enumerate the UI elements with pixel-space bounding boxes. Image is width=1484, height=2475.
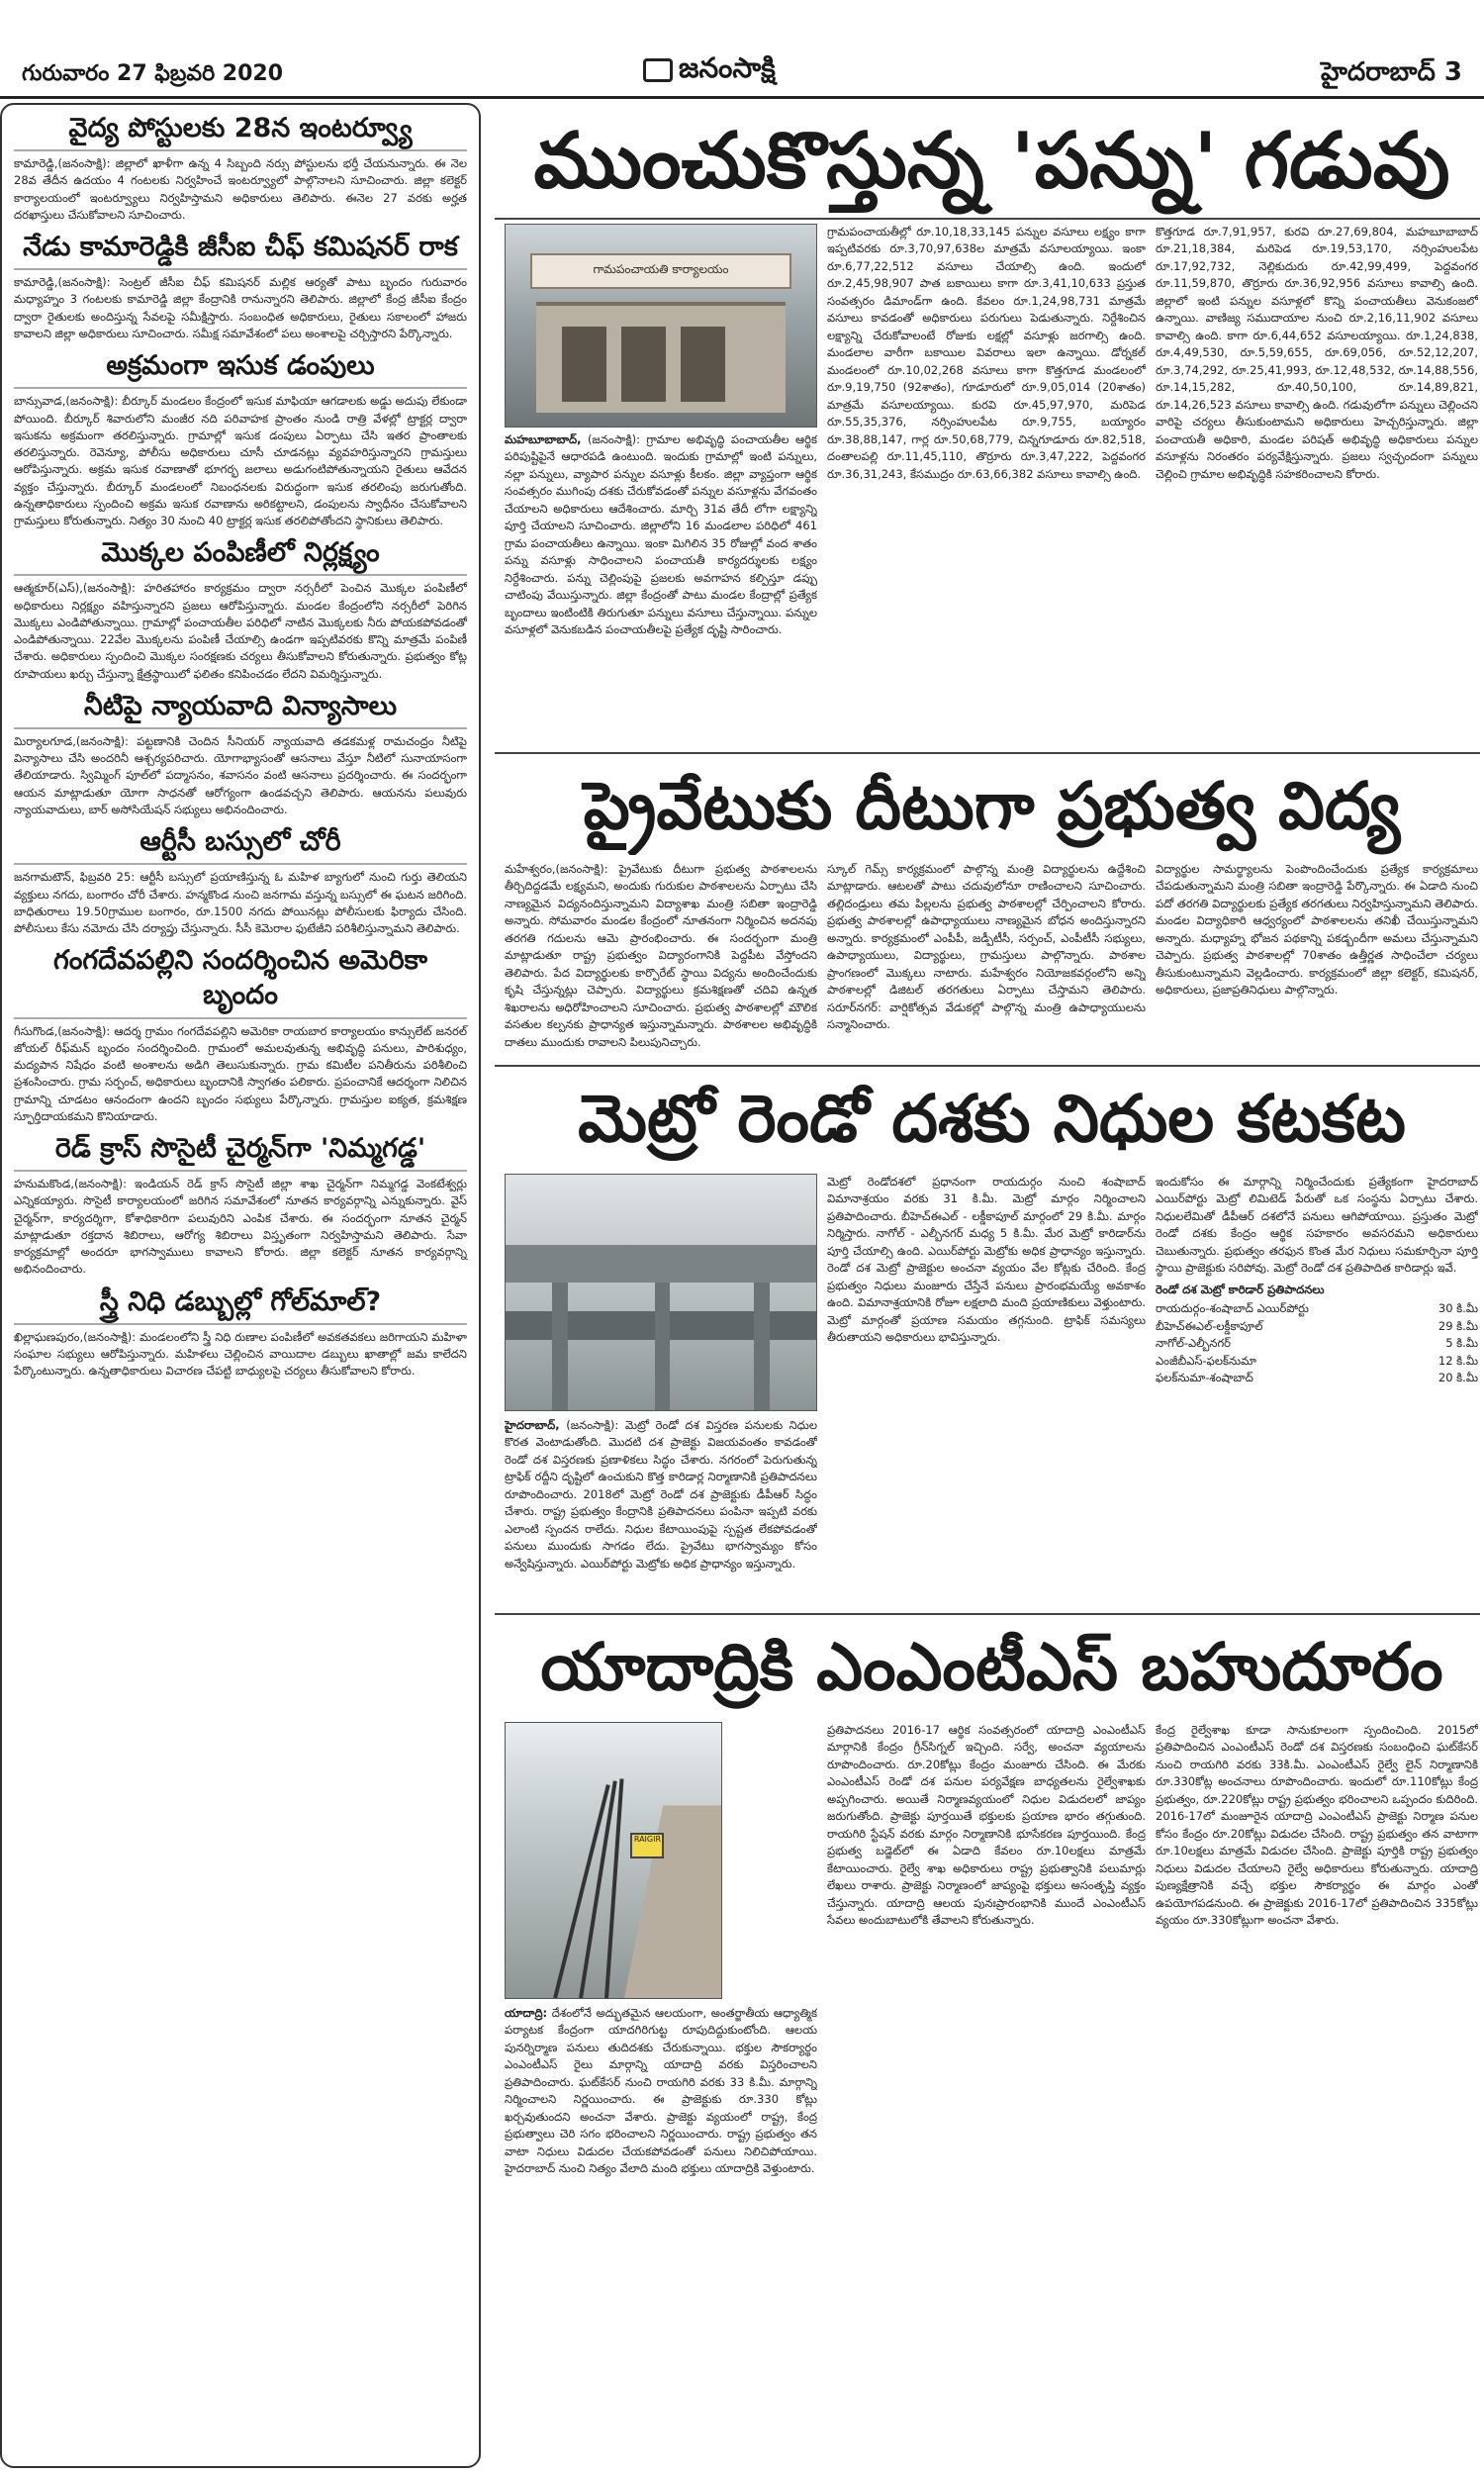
divider xyxy=(495,218,1480,220)
story1-col3-text: కొత్తగూడ రూ.7,91,957, కురవి రూ.27,69,804, మహబూబాబాద్ రూ.21,18,384, మరిపెడ రూ.19,53,170, నర్సింహులపేట రూ.17,92,732, నెల్లికుదురు రూ.42,99,499, పెద్దవంగర రూ.11,59,870, తొర్రూరు రూ.36,92,956 వసూలు కావాల్సి ఉంది. జిల్లాలో ఇంటి పన్నుల వసూళ్లలో కొన్ని పంచాయతీలు వెనుకంజలో ఉన్నాయి. వాణిజ్య సముదాయాల నుంచి రూ.2,16,11,902 వసూలు కావాల్సి ఉంది. కాగా రూ.6,44,652 వసూలయ్యాయి. రూ.1,24,838, రూ.4,49,530, రూ.5,59,655, రూ.69,056, రూ.52,12,207, రూ.3,74,292, రూ.25,41,993, రూ.12,48,532, రూ.14,88,556, రూ.14,15,282, రూ.40,50,100, రూ.14,89,821, రూ.14,26,523 వసూలు కావాల్సి ఉంది. గడువులోగా పన్నులు చెల్లించని వారిపై చర్యలు తీసుకుంటామని అధికారులు హెచ్చరిస్తున్నారు. జిల్లా పంచాయతీ అధికారి, మండల పరిషత్ అభివృద్ధి అధికారులు పన్నుల వసూళ్లను నిరంతరం పర్యవేక్షిస్తున్నారు. ప్రజలు స్వచ్ఛందంగా పన్నులు చెల్లించి గ్రామాల అభివృద్ధికి సహకరించాలని కోరారు. xyxy=(1156,225,1478,481)
route-length: 29 కి.మీ xyxy=(1438,1318,1478,1333)
route-row xyxy=(1156,1370,1478,1386)
station-board: RAIGIR xyxy=(630,1833,664,1858)
left-story-headline: రెడ్ క్రాస్ సొసైటీ చైర్మన్‌గా 'నిమ్మగడ్డ' xyxy=(14,1131,467,1172)
left-story-body: మిర్యాలగూడ,(జనంసాక్షి): పట్టణానికి చెందిన సీనియర్ న్యాయవాది తడకమళ్ల రామచంద్రం నీటిపై విన్యాసాలు చేసి అందరినీ ఆశ్చర్యపరిచారు. యోగాభ్యాసంతో ఆసనాలు వేస్తూ నీటిలో సునాయాసంగా తేలియాడారు. స్విమ్మింగ్ పూల్‌లో పద్మాసనం, శవాసనం వంటి ఆసనాలు ప్రదర్శించారు. ఈ సందర్భంగా ఆయన మాట్లాడుతూ యోగా సాధనతో ఆరోగ్యంగా ఉండవచ్చని తెలిపారు. ఆయనను పలువురు న్యాయవాదులు, బార్ అసోసియేషన్ సభ్యులు అభినందించారు. xyxy=(14,733,467,816)
left-story-body: జనగామటౌన్, ఫిబ్రవరి 25: ఆర్టీసీ బస్సులో ప్రయాణిస్తున్న ఓ మహిళ బ్యాగులో నుంచి గుర్తు తెలియని వ్యక్తులు నగదు, బంగారం చోరీ చేశారు. హన్మకొండ నుంచి జనగామ వస్తున్న బస్సులో ఈ ఘటన జరిగింది. బాధితురాలు 19.50గ్రాముల బంగారం, రూ.1500 నగదు పోయినట్లు పోలీసులకు ఫిర్యాదు చేసింది. పోలీసులు కేసు నమోదు చేసి దర్యాప్తు చేస్తున్నారు. సీసీ కెమెరాల ఫుటేజీని పరిశీలిస్తున్నామని తెలిపారు. xyxy=(14,870,467,936)
logo-text: జనంసాక్షి xyxy=(679,51,776,84)
left-story-headline: మొక్కల పంపిణీలో నిర్లక్ష్యం xyxy=(14,535,467,576)
left-news-column xyxy=(0,103,481,2468)
route-row xyxy=(1156,1318,1478,1335)
newspaper-logo xyxy=(643,51,776,91)
route-length: 5 కి.మీ xyxy=(1445,1336,1478,1351)
left-story xyxy=(14,230,467,342)
story4-col3-text: కేంద్ర రైల్వేశాఖ కూడా సానుకూలంగా స్పందించింది. 2015లో ప్రతిపాదించిన ఎంఎంటీఎస్ రెండో దశ విస్తరణకు సంబంధించి ఘట్‌కేసర్ నుంచి రాయగిరి వరకు 33కి.మీ. ఎంఎంటీఎస్ రైల్వే లైన్ నిర్మాణానికి రూ.330కోట్ల అంచనాలు రూపొందించారు. ఇందులో రూ.110కోట్లు కేంద్ర ప్రభుత్వం, రూ.220కోట్లు రాష్ట్ర ప్రభుత్వం భరించాలని ఒప్పందం కుదిరింది. 2016-17లో మంజూరైన యాదాద్రి ఎంఎంటీఎస్ ప్రాజెక్టు నిర్మాణ పనుల కోసం కేంద్రం రూ.20కోట్లు విడుదల చేసింది. రాష్ట్ర ప్రభుత్వం తన వాటాగా రూ.10లక్షలు మాత్రమే విడుదల చేసింది. ప్రాజెక్టు పూర్తికి రాష్ట్ర ప్రభుత్వం నిధులు విడుదల చేయాలని రైల్వే అధికారులు కోరుతున్నారు. యాదాద్రి పుణ్యక్షేత్రానికి వచ్చే భక్తుల సౌకర్యార్థం ఈ మార్గం ఎంతో ఉపయోగపడనుంది. ఈ ప్రాజెక్టుకు 2016-17లో ప్రతిపాదించిన 335కోట్లు వ్యయం రూ.330కోట్లుగా అంచనా వేశారు. xyxy=(1156,1723,1478,1928)
logo-mark-icon xyxy=(643,58,673,82)
left-story xyxy=(14,689,467,818)
left-story xyxy=(14,943,467,1125)
story4-col1-text: దేశంలోనే అద్భుతమైన ఆలయంగా, అంతర్జాతీయ ఆధ్యాత్మిక పర్యాటక కేంద్రంగా యాదగిరిగుట్ట రూపుదిద్దుకుంటోంది. ఆలయ పునర్నిర్మాణ పనులు తుదిదశకు చేరుకున్నాయి. భక్తుల సౌకర్యార్థం ఎంఎంటీఎస్ రైలు మార్గాన్ని యాదాద్రి వరకు విస్తరించాలని ప్రతిపాదించారు. ఘట్‌కేసర్ నుంచి రాయగిరి వరకు 33 కి.మీ. మార్గాన్ని నిర్మించాలని నిర్ణయించారు. ఈ ప్రాజెక్టుకు రూ.330 కోట్లు ఖర్చవుతుందని అంచనా వేశారు. ప్రాజెక్టు వ్యయంలో రాష్ట్ర, కేంద్ర ప్రభుత్వాలు చెరి సగం భరించాలని నిర్ణయించారు. రాష్ట్ర ప్రభుత్వం తన వాటా నిధులు విడుదల చేయకపోవడంతో పనులు నిలిచిపోయాయి. హైదరాబాద్ నుంచి నిత్యం వేలాది మంది భక్తులు యాదాద్రికి వెళ్తుంటారు. xyxy=(505,2006,817,2176)
left-story-body: కామారెడ్డి,(జనంసాక్షి): జిల్లాలో ఖాళీగా ఉన్న 4 సిబ్బంది నర్సు పోస్టులను భర్తీ చేయనున్నారు. ఈ నెల 28వ తేదీన ఉదయం 4 గంటలకు నిర్వహించే ఇంటర్వ్యూలో పాల్గొనాలని సూచించారు. జిల్లా కలెక్టర్ కార్యాలయంలో ఇంటర్వ్యూలు నిర్వహిస్తామని అధికారులు తెలిపారు. ఈనెల 27 వరకు అర్హత దరఖాస్తులు చేసుకోవాలని సూచించారు. xyxy=(14,156,467,222)
story2-col3-text: విద్యార్థుల సామర్థ్యాలను పెంపొందించేందుకు ప్రత్యేక కార్యక్రమాలు చేపడుతున్నామని మంత్రి సబితా ఇంద్రారెడ్డి పేర్కొన్నారు. ఈ ఏడాది నుంచి పదో తరగతి విద్యార్థులకు ప్రత్యేక తరగతులు నిర్వహిస్తున్నామని తెలిపారు. మండల విద్యాధికారి ఆధ్వర్యంలో పాఠశాలలను తనిఖీ చేయిస్తున్నామని అన్నారు. మధ్యాహ్న భోజన పథకాన్ని పకడ్బందీగా అమలు చేస్తున్నామని చెప్పారు. ప్రభుత్వ పాఠశాలల్లో 70శాతం ఉత్తీర్ణత సాధించేలా చర్యలు తీసుకుంటున్నామని వెల్లడించారు. కార్యక్రమంలో జిల్లా కలెక్టర్, కమిషనర్, అధికారులు, ప్రజాప్రతినిధులు పాల్గొన్నారు. xyxy=(1156,862,1478,998)
left-story-headline: నీటిపై న్యాయవాది విన్యాసాలు xyxy=(14,689,467,729)
divider xyxy=(495,1613,1480,1615)
story4-col2-text: ప్రతిపాదనలు 2016-17 ఆర్థిక సంవత్సరంలో యాదాద్రి ఎంఎంటీఎస్ మార్గానికి కేంద్రం గ్రీన్‌సిగ్నల్ ఇచ్చింది. సర్వే, అంచనా వ్యయాలను రూపొందించారు. రూ.20కోట్లు కేంద్రం మంజూరు చేసింది. ఈ మేరకు ఎంఎంటీఎస్ రెండో దశ పనుల పర్యవేక్షణ బాధ్యతలను రైల్వేశాఖకు అప్పగించారు. అయితే నిర్మాణవ్యయంలో నిధుల విడుదలలో జాప్యం జరుగుతోంది. ప్రాజెక్టు పూర్తయితే భక్తులకు ప్రయాణ భారం తగ్గుతుంది. రాయగిరి స్టేషన్ వరకు మార్గం నిర్మాణానికి భూసేకరణ పూర్తయింది. కేంద్ర ప్రభుత్వ బడ్జెట్‌లో ఈ ఏడాది కేవలం రూ.10లక్షలు మాత్రమే కేటాయించారు. రైల్వే శాఖ అధికారులు రాష్ట్ర ప్రభుత్వానికి పలుమార్లు లేఖలు రాశారు. ప్రాజెక్టు నిర్మాణంలో జాప్యంపై భక్తులు అసంతృప్తి వ్యక్తం చేస్తున్నారు. యాదాద్రి ఆలయ పునఃప్రారంభానికి ముందే ఎంఎంటీఎస్ సేవలు అందుబాటులోకి తేవాలని కోరుతున్నారు. xyxy=(827,1723,1146,1928)
route-row xyxy=(1156,1300,1478,1317)
story3-col3-text: ఇందుకోసం ఈ మార్గాన్ని నిర్మించేందుకు ప్రత్యేకంగా హైదరాబాద్ ఎయిర్‌పోర్టు మెట్రో లిమిటెడ్ పేరుతో ఒక సంస్థను ఏర్పాటు చేశారు. నిధులలేమితో డీపీఆర్ దశలోనే పనులు ఆగిపోయాయి. ప్రస్తుతం మెట్రో రెండో దశకు కేంద్రం ఆర్థిక సహకారం అవసరమని అధికారులు చెబుతున్నారు. ప్రభుత్వం తరఫున కొంత మేర నిధులు సమకూర్చినా పూర్తి స్థాయి ప్రాజెక్టుకు సరిపోవు. మెట్రో రెండో దశ ప్రతిపాదిత కారిడార్లు ఇవే. xyxy=(1156,1175,1478,1276)
story1-headline: ముంచుకొస్తున్న 'పన్ను' గడువు xyxy=(533,116,1450,206)
photo-sign-text: గామపంచాయతి కార్యాలయం xyxy=(530,253,791,290)
left-story-body: హనుమకొండ,(జనంసాక్షి): ఇండియన్ రెడ్ క్రాస్ సొసైటీ జిల్లా శాఖ చైర్మన్‌గా నిమ్మగడ్డ వెంకటేశ్వర్లు ఎన్నికయ్యారు. సొసైటీ కార్యాలయంలో జరిగిన సమావేశంలో నూతన కార్యవర్గాన్ని ఎన్నుకున్నారు. వైస్ చైర్మన్‌గా, కార్యదర్శిగా, కోశాధికారిగా పలువురిని ఎంపిక చేశారు. ఈ సందర్భంగా నూతన చైర్మన్ మాట్లాడుతూ రక్తదాన శిబిరాలు, ఆరోగ్య శిబిరాలు విస్తృతంగా నిర్వహిస్తామని తెలిపారు. సేవా కార్యక్రమాల్లో అందరూ భాగస్వాములు కావాలని కోరారు. జిల్లా కలెక్టర్ నూతన కార్యవర్గాన్ని అభినందించారు. xyxy=(14,1177,467,1277)
routes-title: రెండో దశ మెట్రో కారిడార్ ప్రతిపాదనలు xyxy=(1156,1282,1325,1296)
left-story-body: కామారెడ్డి,(జనంసాక్షి): సెంట్రల్ జీసీఐ చీఫ్ కమిషనర్ మల్లిక ఆర్యతో పాటు బృందం గురువారం మధ్యాహ్నం 3 గంటలకు కామారెడ్డి జిల్లా కేంద్రానికి రానున్నారని తెలిపారు. జిల్లాలో కేంద్ర జీసీఐ కేంద్రం ద్వారా రైతులకు అందిస్తున్న సేవలపై సమీక్షిస్తారు. సంబంధిత అధికారులు, రైతులు సకాలంలో హాజరు కావాలని జిల్లా అధికారులు సూచించారు. సమీక్ష సమావేశంలో పలు అంశాలపై చర్చిస్తారని పేర్కొన్నారు. xyxy=(14,275,467,340)
left-story-body: గీసుగొండ,(జనంసాక్షి): ఆదర్శ గ్రామం గంగదేవపల్లిని అమెరికా రాయబార కార్యాలయం కాన్సులేట్ జనరల్ జోయల్ రీఫ్‌మన్ బృందం సందర్శించింది. గ్రామంలో అమలవుతున్న అభివృద్ధి పనులు, పారిశుధ్యం, మద్యపాన నిషేధం వంటి అంశాలను అడిగి తెలుసుకున్నారు. గ్రామ కమిటీల పనితీరును పరిశీలించి ప్రశంసించారు. గ్రామ సర్పంచ్, అధికారులు బృందానికి స్వాగతం పలికారు. ప్రపంచానికే ఆదర్శంగా నిలిచిన గ్రామాన్ని చూడటం ఆనందంగా ఉందని బృందం సభ్యులు పేర్కొన్నారు. గ్రామస్తుల ఐక్యత, క్రమశిక్షణ స్ఫూర్తిదాయకమని కొనియాడారు. xyxy=(14,1023,467,1123)
route-name: బీహెచ్‌ఈఎల్-లక్డీకాపూల్ xyxy=(1156,1318,1263,1333)
left-story-body: ఆత్మకూర్(ఎస్),(జనంసాక్షి): హరితహారం కార్యక్రమం ద్వారా నర్సరీలో పెంచిన మొక్కల పంపిణీలో అధికారులు నిర్లక్ష్యం వహిస్తున్నారని ప్రజలు ఆరోపిస్తున్నారు. మండల కేంద్రంలోని నర్సరీలో పెరిగిన మొక్కలు ఎండిపోతున్నాయి. గ్రామాల్లో పంచాయతీల పరిధిలో నాటిన మొక్కలకు నీరు పోయకపోవడంతో ఎండిపోతున్నాయి. 22వేల మొక్కలను పంపిణీ చేయాల్సి ఉండగా ఇప్పటివరకు కొన్ని మాత్రమే పంపిణీ చేశారు. అధికారులు స్పందించి మొక్కల సంరక్షణకు చర్యలు తీసుకోవాలని కోరుతున్నారు. ప్రభుత్వం కోట్ల రూపాయలు ఖర్చు చేస్తున్నా క్షేత్రస్థాయిలో ఫలితం కనిపించడం లేదని విమర్శిస్తున్నారు. xyxy=(14,581,467,681)
route-row xyxy=(1156,1353,1478,1370)
left-story-headline: వైద్య పోస్టులకు 28న ఇంటర్వ్యూ xyxy=(14,111,467,151)
left-story xyxy=(14,1285,467,1380)
story2-headline: ప్రైవేటుకు దీటుగా ప్రభుత్వ విద్య xyxy=(583,767,1401,844)
divider xyxy=(495,1065,1480,1067)
story4-dateline: యాదాద్రి: xyxy=(505,2006,548,2020)
left-story xyxy=(14,111,467,224)
route-length: 12 కి.మీ xyxy=(1438,1353,1478,1368)
route-length: 20 కి.మీ xyxy=(1438,1371,1478,1385)
left-story-headline: స్త్రీ నిధి డబ్బుల్లో గోల్‌మాల్? xyxy=(14,1285,467,1325)
story2-col2-text: స్కూల్ గెమ్స్ కార్యక్రమంలో పాల్గొన్న మంత్రి విద్యార్థులను ఉద్దేశించి మాట్లాడారు. ఆటలతో పాటు చదువులోనూ రాణించాలని సూచించారు. తల్లిదండ్రులు తమ పిల్లలను ప్రభుత్వ పాఠశాలల్లో చేర్పించాలని కోరారు. ప్రభుత్వ పాఠశాలల్లో ఉపాధ్యాయులు నాణ్యమైన బోధన అందిస్తున్నారని అన్నారు. కార్యక్రమంలో ఎంపీపీ, జడ్పీటీసీ, సర్పంచ్, ఎంపీటీసీ సభ్యులు, ఉపాధ్యాయులు, విద్యార్థులు, గ్రామస్తులు పాల్గొన్నారు. పాఠశాల ప్రాంగణంలో మొక్కలు నాటారు. మహేశ్వరం నియోజకవర్గంలోని అన్ని పాఠశాలల్లో డిజిటల్ తరగతులు ఏర్పాటు చేస్తామని తెలిపారు. సరూర్‌నగర్: వార్షికోత్సవ వేడుకల్లో పాల్గొన్న మంత్రి ఉపాధ్యాయులను సన్మానించారు. xyxy=(827,862,1146,1032)
masthead xyxy=(0,0,1484,99)
story1-col2 xyxy=(827,224,1146,744)
story1-col1-text: (జనంసాక్షి): గ్రామాల అభివృద్ధి పంచాయతీల ఆర్థిక పరిపుష్టిపైనే ఆధారపడి ఉంటుంది. ఇందుకు గ్రామాల్లో ఇంటి పన్నులు, నల్లా పన్నులు, వ్యాపార పన్నుల వసూళ్లు కీలకం. జిల్లా వ్యాప్తంగా ఆర్థిక సంవత్సరం ముగింపు దశకు చేరుకోవడంతో పన్నుల వసూళ్లను వేగవంతం చేయాలని అధికారులు ఆదేశించారు. మార్చి 31వ తేదీ లోగా లక్ష్యాన్ని పూర్తి చేయాలని సూచించారు. జిల్లాలోని 16 మండలాల పరిధిలో 461 గ్రామ పంచాయతీలు ఉన్నాయి. ఇంకా మిగిలిన 35 రోజుల్లో వంద శాతం పన్ను వసూళ్లు సాధించాలని పంచాయతీ కార్యదర్శులకు లక్ష్యం నిర్దేశించారు. పన్ను చెల్లింపుపై ప్రజలకు అవగాహన కల్పిస్తూ డప్పు చాటింపు వేయిస్తున్నారు. జిల్లా కేంద్రంతో పాటు మండల కేంద్రాల్లో ప్రత్యేక బృందాలు ఇంటింటికి తిరుగుతూ పన్నులు వసూలు చేస్తున్నాయి. పన్నుల వసూళ్లలో వెనుకబడిన పంచాయతీలపై ప్రత్యేక దృష్టి సారించారు. xyxy=(505,432,817,637)
left-story xyxy=(14,535,467,683)
rail-track-shape xyxy=(553,1784,610,1999)
panchayat-office-photo xyxy=(505,224,817,428)
story1-col1 xyxy=(505,431,817,744)
left-story-headline: గంగదేవపల్లిని సందర్శించిన అమెరికా బృందం xyxy=(14,943,467,1018)
story3-col2-text: మెట్రో రెండోదశలో ప్రధానంగా రాయదుర్గం నుంచి శంషాబాద్ విమానాశ్రయం వరకు 31 కి.మీ. మెట్రో మార్గం నిర్మించాలని ప్రతిపాదించారు. బీహెచ్‌ఈఎల్ - లక్డీకాపూల్ మార్గంలో 29 కి.మీ. మార్గం నిర్మిస్తారు. నాగోల్ - ఎల్బీనగర్ మధ్య 5 కి.మీ. మేర మెట్రో కారిడార్‌ను పూర్తి చేయాల్సి ఉంది. ఎయిర్‌పోర్టు మెట్రోకు అధిక ప్రాధాన్యం ఇస్తున్నారు. రెండో దశ మెట్రో ప్రాజెక్టుల అంచనా వ్యయం వేల కోట్లకు చేరింది. కేంద్ర ప్రభుత్వం నిధులు మంజూరు చేస్తేనే పనులు ప్రారంభమయ్యే అవకాశం ఉంది. విమానాశ్రయానికి రోజూ లక్షలాది మంది ప్రయాణికులు వెళ్తుంటారు. మెట్రో మార్గంతో ప్రయాణ సమయం తగ్గనుంది. ట్రాఫిక్ సమస్యలు తీరుతాయని అధికారులు భావిస్తున్నారు. xyxy=(827,1175,1146,1345)
story4-headline: యాదాద్రికి ఎంఎంటీఎస్ బహుదూరం xyxy=(540,1628,1443,1705)
story4-col2 xyxy=(827,1722,1146,2470)
pillar-shape xyxy=(655,1283,671,1410)
left-story xyxy=(14,824,467,937)
metro-deck-shape xyxy=(506,1245,816,1283)
left-story-headline: అక్రమంగా ఇసుక డంపులు xyxy=(14,348,467,389)
city-page-number: హైదరాబాద్ 3 xyxy=(1321,57,1462,87)
story4-col3 xyxy=(1156,1722,1478,2470)
left-story-body: ఖిల్లాఘణపురం,(జనంసాక్షి): మండలంలోని స్త్రీ నిధి రుణాల పంపిణీలో అవకతవకలు జరిగాయని మహిళా సంఘాల సభ్యులు ఆరోపిస్తున్నారు. మహిళలు చెల్లించిన వాయిదాల డబ్బులు ఖాతాల్లో జమ కాలేదని పేర్కొంటున్నారు. ఉన్నతాధికారులు విచారణ చేపట్టి బాధ్యులపై చర్యలు తీసుకోవాలని కోరారు. xyxy=(14,1329,467,1379)
railway-station-photo xyxy=(505,1722,722,1999)
story4-col1 xyxy=(505,2005,817,2470)
route-name: రాయదుర్గం-శంషాబాద్ ఎయిర్‌పోర్టు xyxy=(1156,1301,1309,1316)
divider xyxy=(495,752,1480,754)
story2-col1-text: మహేశ్వరం,(జనంసాక్షి): ప్రైవేటుకు దీటుగా ప్రభుత్వ పాఠశాలలను తీర్చిదిద్దడమే లక్ష్యమని, అందుకు గురుకుల పాఠశాలలను ఏర్పాటు చేసి నాణ్యమైన విద్యనందిస్తున్నామని విద్యాశాఖ మంత్రి సబితా ఇంద్రారెడ్డి అన్నారు. సోమవారం మండల కేంద్రంలో నూతనంగా నిర్మించిన అదనపు తరగతి గదులను ఆమె ప్రారంభించారు. ఈ సందర్భంగా మంత్రి మాట్లాడుతూ రాష్ట్ర ప్రభుత్వం విద్యారంగానికి పెద్దపీట వేస్తోందని తెలిపారు. పేద విద్యార్థులకు కార్పొరేట్ స్థాయి విద్యను అందించేందుకు కృషి చేస్తున్నట్లు చెప్పారు. విద్యార్థులు క్రమశిక్షణతో చదివి ఉన్నత శిఖరాలను అధిరోహించాలని సూచించారు. ప్రభుత్వ పాఠశాలల్లో మౌలిక వసతుల కల్పనకు ప్రాధాన్యత ఇస్తున్నామన్నారు. పాఠశాలల అభివృద్ధికి దాతలు ముందుకు రావాలని పిలుపునిచ్చారు. xyxy=(505,862,817,1049)
route-name: ఎంజీబీఎస్-ఫలక్‌నుమా xyxy=(1156,1353,1256,1368)
left-story xyxy=(14,1131,467,1279)
story1-dateline: మహబూబాబాద్, xyxy=(505,432,582,446)
pillar-shape xyxy=(552,1283,568,1410)
left-story-body: బాన్సువాడ,(జనంసాక్షి): బీర్కూర్ మండలం కేంద్రంలో ఇసుక మాఫియా ఆగడాలకు అడ్డు అదుపు లేకుండా పోయింది. బీర్కూర్ శివారులోని మంజీర నది పరివాహక ప్రాంతం నుండి రాత్రి వేళల్లో ట్రాక్టర్ల ద్వారా ఇసుకను అక్రమంగా తరలిస్తున్నారు. గ్రామాల్లో ఇసుక డంపులు ఏర్పాటు చేసి ఇతర ప్రాంతాలకు తరలిస్తున్నారు. రెవెన్యూ, పోలీసు అధికారులు చూసీ చూడనట్లు వ్యవహరిస్తున్నారని గ్రామస్తులు ఆరోపిస్తున్నారు. అక్రమ ఇసుక రవాణాతో భూగర్భ జలాలు అడుగంటిపోతున్నాయని రైతులు ఆవేదన వ్యక్తం చేస్తున్నారు. బీర్కూర్ మండలంలో నిబంధనలకు విరుద్ధంగా ఇసుక తరలింపు జరుగుతోంది. ఉన్నతాధికారులు స్పందించి అక్రమ ఇసుక రవాణాను అరికట్టాలని, డంపులను స్వాధీనం చేసుకోవాలని గ్రామస్తులు కోరుతున్నారు. నిత్యం 30 నుంచి 40 ట్రాక్టర్ల ఇసుక తరలిపోతోందని స్థానికులు తెలిపారు. xyxy=(14,394,467,528)
route-name: ఫలక్‌నుమా-శంషాబాద్ xyxy=(1156,1371,1253,1385)
left-story-headline: ఆర్టీసీ బస్సులో చోరీ xyxy=(14,824,467,865)
story1-col3 xyxy=(1156,224,1478,744)
story3-col1-text: (జనంసాక్షి): మెట్రో రెండో దశ విస్తరణ పనులకు నిధుల కొరత వెంటాడుతోంది. మొదటి దశ ప్రాజెక్టు విజయవంతం కావడంతో రెండో దశ విస్తరణకు ప్రణాళికలు సిద్ధం చేశారు. నగరంలో పెరుగుతున్న ట్రాఫిక్ రద్దీని దృష్టిలో ఉంచుకుని కొత్త కారిడార్ల నిర్మాణానికి ప్రతిపాదనలు రూపొందించారు. 2018లో మెట్రో రెండో దశ ప్రాజెక్టుకు డీపీఆర్ సిద్ధం చేశారు. రాష్ట్ర ప్రభుత్వం కేంద్రానికి ప్రతిపాదనలు పంపినా ఇప్పటి వరకు ఎలాంటి స్పందన రాలేదు. నిధుల కేటాయింపుపై స్పష్టత లేకపోవడంతో పనులు ముందుకు సాగడం లేదు. ప్రైవేటు భాగస్వామ్యం కోసం అన్వేషిస్తున్నారు. ఎయిర్‌పోర్టు మెట్రోకు అధిక ప్రాధాన్యం ఇస్తున్నారు. xyxy=(505,1418,817,1571)
left-story-headline: నేడు కామారెడ్డికి జీసీఐ చీఫ్ కమిషనర్ రాక xyxy=(14,230,467,270)
story1-col2-text: గ్రామపంచాయతీల్లో రూ.10,18,33,145 పన్నుల వసూలు లక్ష్యం కాగా ఇప్పటివరకు రూ.3,70,97,638ల మాత్రమే వసూలయ్యాయి. ఇంకా రూ.6,77,22,512 వసూలు చేయాల్సి ఉంది. ఇందులో రూ.2,45,98,907 పాత బకాయిలు కాగా రూ.3,41,10,633 ప్రస్తుత సంవత్సరం డిమాండ్‌గా ఉంది. కేవలం రూ.1,24,98,731 మాత్రమే వసూలు కావడంతో అధికారులు పరుగులు పెడుతున్నారు. నిర్దేశించిన లక్ష్యాన్ని చేరుకోవాలంటే రోజుకు లక్షల్లో వసూళ్లు జరగాల్సి ఉంది. మండలాల వారీగా బకాయిల వివరాలు ఇలా ఉన్నాయి. డోర్నకల్ మండలంలో రూ.10,02,268 వసూలు కాగా కొత్తగూడ మండలంలో రూ.9,19,750 (92శాతం), గూడూరులో రూ.9,05,014 (20శాతం) మాత్రమే వసూలయ్యాయి. కురవి రూ.45,97,970, మరిపెడ రూ.55,35,376, నర్సింహులపేట రూ.9,755, బయ్యారం రూ.38,88,147, గార్ల రూ.50,68,779, చిన్నగూడూరు రూ.82,518, దంతాలపల్లి రూ.11,45,110, తొర్రూరు రూ.3,47,222, పెద్దవంగర రూ.36,31,243, కేసముద్రం రూ.63,66,382 వసూలు కావాల్సి ఉంది. xyxy=(827,225,1146,481)
route-row xyxy=(1156,1335,1478,1352)
pillar-shape xyxy=(754,1283,770,1410)
issue-date: గురువారం 27 ఫిబ్రవరి 2020 xyxy=(22,61,284,86)
route-length: 30 కి.మీ xyxy=(1438,1301,1478,1316)
story3-headline: మెట్రో రెండో దశకు నిధుల కటకట xyxy=(578,1080,1406,1157)
building-shape xyxy=(536,302,785,413)
left-story xyxy=(14,348,467,529)
story3-dateline: హైదరాబాద్, xyxy=(505,1418,560,1432)
metro-station-photo xyxy=(505,1174,817,1411)
route-name: నాగోల్-ఎల్బీనగర్ xyxy=(1156,1336,1231,1351)
